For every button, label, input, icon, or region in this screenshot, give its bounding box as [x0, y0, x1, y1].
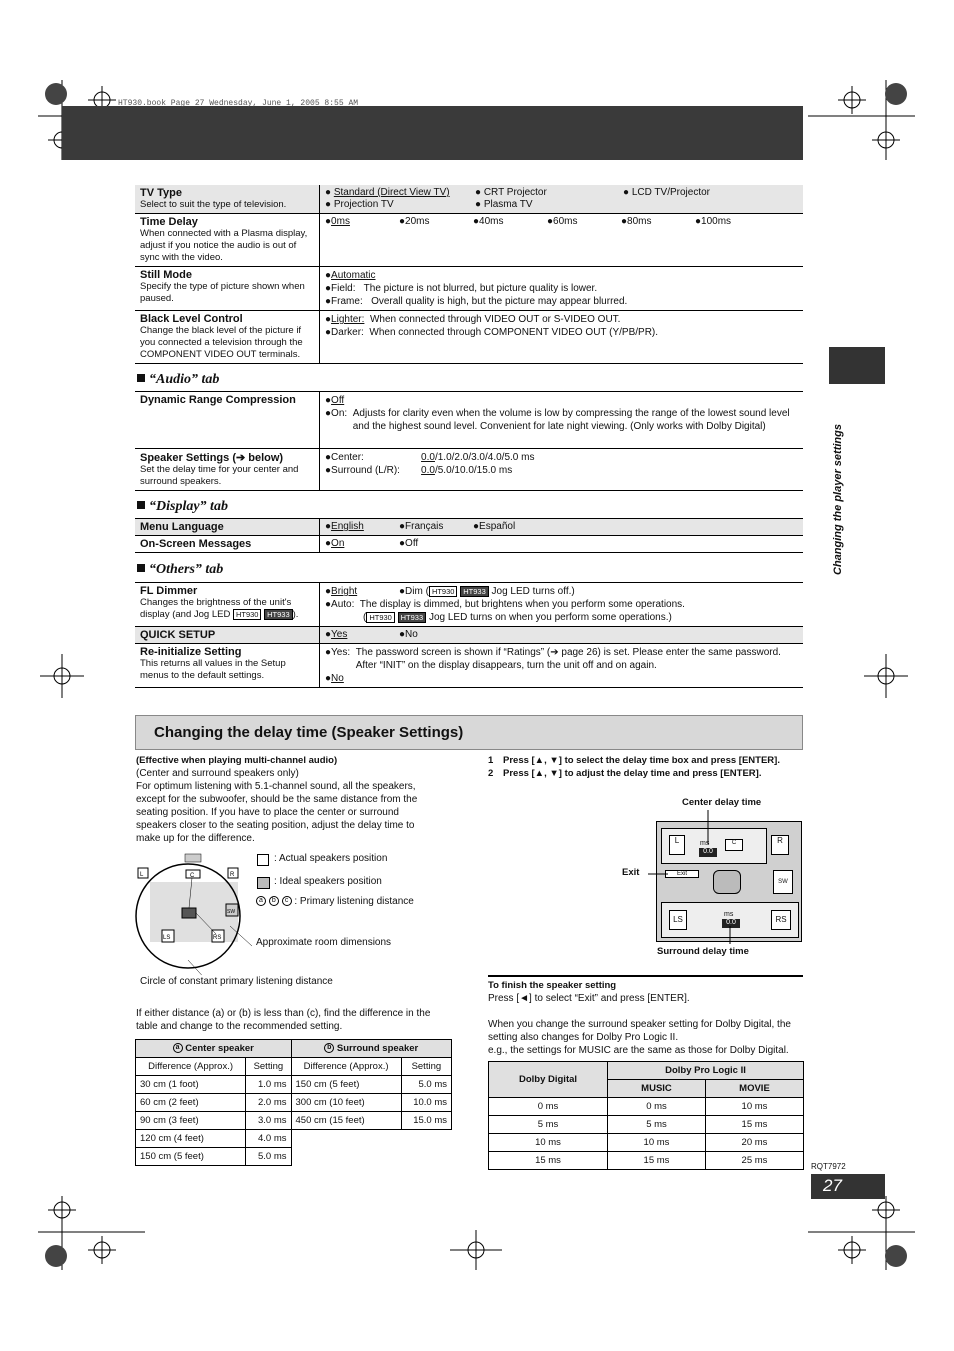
row-still-mode: Still Mode Specify the type of picture shown when paused. ●Automatic ●Field: The picture is not blurred, but picture quality is lower. ●Frame: Overall quality is high, but the picture may appear blurred.	[135, 267, 803, 311]
surround-delay-label: Surround delay time	[657, 946, 749, 957]
distance-table: a Center speaker b Surround speaker Difference (Approx.) Setting Difference (Approx.) Setting 30 cm (1 foot) 1.0 ms 150 cm (5 feet) 5.0 ms 60 cm (2 feet) 2.0 ms 300 cm (10 feet) 10.0 ms 90 cm (3 feet) 3.0 ms 450 cm (15 feet) 15.0 ms 120 cm (4 feet) 4.0 ms 150 cm (5 feet) 5.0 ms	[135, 1039, 452, 1166]
legend-ideal-icon	[257, 877, 270, 889]
table-row: 10 ms 10 ms 20 ms	[489, 1134, 804, 1152]
page-number: 27	[823, 1176, 842, 1195]
center-delay-box[interactable]: 0.0	[699, 848, 717, 857]
svg-text:SW: SW	[227, 909, 236, 915]
table-row: 60 cm (2 feet) 2.0 ms 300 cm (10 feet) 10.0 ms	[136, 1094, 452, 1112]
row-quick-setup: QUICK SETUP ●Yes ●No	[135, 627, 803, 644]
legend-primary: a b c : Primary listening distance	[256, 895, 414, 908]
dolby-table: Dolby Digital Dolby Pro Logic II MUSIC MOVIE 0 ms 0 ms 10 ms 5 ms 5 ms 15 ms 10 ms 10 ms 20 ms 15 ms 15 ms 25 ms	[488, 1061, 804, 1170]
others-tab-heading: “Others” tab	[137, 562, 223, 578]
row-menu-language: Menu Language ●English ●Français ●Español	[135, 519, 803, 536]
opt-plasma[interactable]: Plasma TV	[483, 199, 533, 210]
section-title: Changing the delay time (Speaker Settings)	[154, 724, 464, 741]
row-drc: Dynamic Range Compression ●Off ●On: Adjusts for clarity even when the volume is low by compressing the range of the lowest sound level and the highest sound level. Convenient for late night viewing. (Only works with Dolby Digital)	[135, 392, 803, 449]
table-row: 120 cm (4 feet) 4.0 ms	[136, 1130, 452, 1148]
speaker-c: C	[725, 839, 743, 851]
screen-callouts	[640, 808, 760, 948]
opt-standard[interactable]: Standard (Direct View TV)	[333, 187, 450, 198]
opt-lcd[interactable]: LCD TV/Projector	[631, 187, 711, 198]
row-black-level: Black Level Control Change the black level of the picture if you connected a television through the COMPONENT VIDEO OUT terminals. ●Lighter: When connected through VIDEO OUT or S-VIDEO OUT. ●Darker: When connected through COMPONENT VIDEO OUT (Y/PB/PR).	[135, 311, 803, 364]
surround-delay-box[interactable]: 0.0	[722, 919, 740, 928]
row-reinit: Re-initialize Setting This returns all values in the Setup menus to the default settings. ●Yes: The password screen is shown if “Ratings” (➔ page 26) is set. Please enter the same password. After “INIT” on the display disappears, turn the unit off and on again. ●No	[135, 644, 803, 688]
finish-text: To finish the speaker setting Press [◄] to select “Exit” and press [ENTER]. When you change the surround speaker setting for Dolby Digital, the setting also changes for Dolby Pro Logic II. e.g., the settings for MUSIC are the same as those for Dolby Digital.	[488, 980, 791, 1056]
room-label: Approximate room dimensions	[256, 937, 392, 948]
svg-text:L: L	[140, 872, 144, 878]
legend-actual-icon	[257, 854, 269, 866]
model-code: RQT7972	[811, 1162, 846, 1171]
header-bar	[62, 106, 803, 160]
speaker-rs: RS	[771, 910, 791, 930]
row-fl-dimmer: FL Dimmer Changes the brightness of the unit's display (and Jog LED HT930 HT933 ). ●Bright ●Dim ( HT930 HT933 Jog LED turns off.) ●Auto: The display is dimmed, but brightens when you perform some operations. ( HT930 HT933 Jog LED turns on when you perform some operations.)	[135, 583, 803, 627]
print-info: HT930.book Page 27 Wednesday, June 1, 2005 8:55 AM	[118, 99, 359, 108]
row-time-delay: Time Delay When connected with a Plasma display, adjust if you notice the audio is out of sync with the video. ●0ms ●20ms ●40ms ●60ms ●80ms ●100ms	[135, 214, 803, 267]
speaker-sw: SW	[773, 870, 793, 894]
speaker-ls: LS	[669, 910, 687, 930]
either-text: If either distance (a) or (b) is less than (c), find the difference in the table and change to the recommended setting.	[136, 1008, 431, 1032]
table-row: 30 cm (1 foot) 1.0 ms 150 cm (5 feet) 5.0 ms	[136, 1076, 452, 1094]
svg-text:R: R	[230, 872, 235, 878]
display-settings-table	[135, 518, 803, 553]
center-delay-label: Center delay time	[682, 797, 762, 808]
row-tv-type: TV Type Select to suit the type of television. ● Standard (Direct View TV) ● CRT Projector ● LCD TV/Projector ● Projection TV ● Plasma TV	[135, 185, 803, 214]
row-speaker-settings: Speaker Settings (➔ below) Set the delay time for your center and surround speakers. ●Center: 0.0/1.0/2.0/3.0/4.0/5.0 ms ●Surround (L/R): 0.0/5.0/10.0/15.0 ms	[135, 449, 803, 491]
opt-projection[interactable]: Projection TV	[333, 199, 394, 210]
svg-text:RS: RS	[213, 935, 222, 941]
display-tab-heading: “Display” tab	[137, 499, 228, 515]
legend-actual: : Actual speakers position	[274, 853, 388, 864]
finish-divider	[488, 975, 803, 977]
table-row: 150 cm (5 feet) 5.0 ms	[136, 1148, 452, 1166]
table-row: 90 cm (3 feet) 3.0 ms 450 cm (15 feet) 15.0 ms	[136, 1112, 452, 1130]
svg-text:LS: LS	[163, 935, 171, 941]
exit-button[interactable]: Exit	[665, 870, 699, 878]
table-row: 5 ms 5 ms 15 ms	[489, 1116, 804, 1134]
steps: 1 Press [▲, ▼] to select the delay time box and press [ENTER]. 2 Press [▲, ▼] to adjust the delay time and press [ENTER].	[488, 755, 780, 779]
intro-text: (Effective when playing multi-channel audio) (Center and surround speakers only) For optimum listening with 5.1-channel sound, all the speakers, except for the subwoofer, should be the same distance from the seating position. If you have to place the center or surround speakers closer to the seating position, adjust the delay time to make up for the difference.	[136, 755, 418, 844]
page-number-box	[811, 1174, 885, 1199]
table-row: 15 ms 15 ms 25 ms	[489, 1152, 804, 1170]
circle-label: Circle of constant primary listening distance	[140, 976, 333, 987]
legend-ideal: : Ideal speakers position	[274, 876, 382, 887]
exit-label: Exit	[622, 867, 640, 878]
side-tab-block	[829, 347, 885, 384]
video-settings-table	[135, 185, 803, 364]
speaker-screen: L C R ms 0.0 Exit SW LS RS ms 0.0	[656, 821, 802, 942]
side-label: Changing the player settings	[832, 424, 844, 575]
svg-text:C: C	[190, 873, 195, 879]
section-title-bar	[135, 715, 803, 750]
table-row: 0 ms 0 ms 10 ms	[489, 1098, 804, 1116]
others-settings-table	[135, 582, 803, 688]
opt-crt[interactable]: CRT Projector	[483, 187, 547, 198]
audio-settings-table	[135, 391, 803, 491]
audio-tab-heading: “Audio” tab	[137, 372, 219, 388]
speaker-r: R	[771, 835, 789, 855]
row-osm: On-Screen Messages ●On ●Off	[135, 536, 803, 553]
speaker-diagram	[130, 850, 260, 975]
speaker-l: L	[669, 835, 685, 855]
